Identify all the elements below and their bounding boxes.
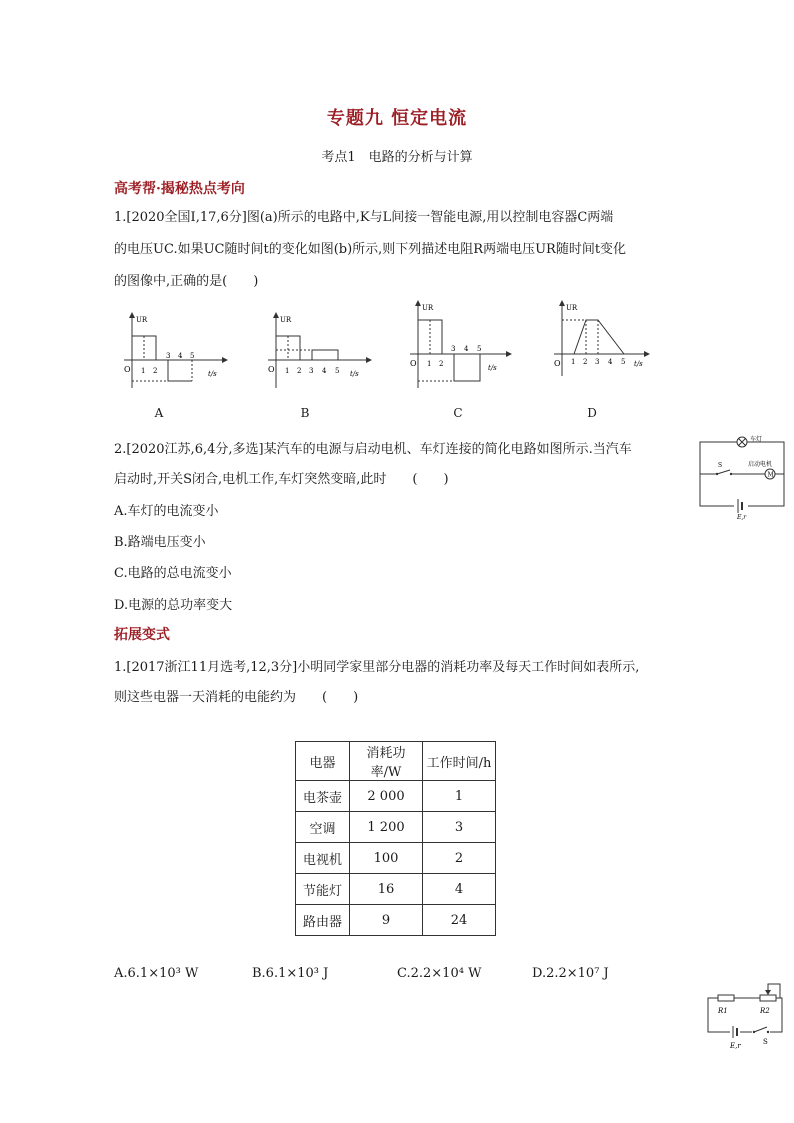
source-label: E,r (737, 514, 747, 520)
table-cell: 1 200 (350, 812, 423, 843)
q2-line-1: 2.[2020江苏,6,4分,多选]某汽车的电源与启动电机、车灯连接的简化电路如图所示.当汽车 (114, 442, 632, 457)
q2-option-b[interactable]: B.路端电压变小 (114, 535, 206, 550)
graph-a[interactable] (118, 310, 228, 390)
axis-y-label: UR (136, 316, 148, 324)
tick-label: 2 (153, 367, 158, 375)
table-cell: 4 (423, 874, 496, 905)
table-cell: 2 (423, 843, 496, 874)
tick-label: 5 (621, 358, 626, 366)
r2-label: R2 (760, 1007, 770, 1015)
q3-option-b[interactable]: B.6.1×10³ J (252, 966, 329, 981)
car-circuit-diagram (694, 432, 790, 520)
switch-label: S (718, 462, 723, 469)
page-title: 专题九 恒定电流 (326, 108, 468, 129)
tick-label: 5 (190, 352, 195, 360)
axis-x-label: t/s (488, 364, 497, 372)
table-cell: 路由器 (296, 905, 350, 936)
origin-label: O (554, 359, 561, 368)
appliance-table (295, 741, 496, 936)
origin-label: O (124, 365, 131, 374)
axis-y-label: UR (280, 316, 292, 324)
table-header: 工作时间/h (423, 742, 496, 781)
q3-line-2: 则这些电器一天消耗的电能约为 ( ) (114, 690, 359, 705)
table-row (296, 874, 496, 905)
tick-label: 4 (322, 367, 327, 375)
q2-line-2: 启动时,开关S闭合,电机工作,车灯突然变暗,此时 ( ) (114, 472, 449, 487)
q2-option-c[interactable]: C.电路的总电流变小 (114, 566, 232, 581)
axis-x-label: t/s (208, 370, 217, 378)
origin-label: O (268, 365, 275, 374)
rheostat-circuit-diagram (700, 976, 790, 1052)
table-header-row (296, 742, 496, 781)
tick-label: 4 (608, 358, 613, 366)
source-label: E,r (730, 1042, 741, 1050)
q1-line-3: 的图像中,正确的是( ) (114, 274, 259, 289)
table-row (296, 905, 496, 936)
tick-label: 3 (166, 352, 171, 360)
tick-label: 3 (451, 345, 456, 353)
tick-label: 1 (141, 367, 146, 375)
graph-d-label: D (587, 406, 597, 420)
graph-b-label: B (300, 406, 310, 420)
table-cell: 9 (350, 905, 423, 936)
tick-label: 2 (583, 358, 588, 366)
q2-option-a[interactable]: A.车灯的电流变小 (114, 504, 219, 519)
table-cell: 16 (350, 874, 423, 905)
q3-option-c[interactable]: C.2.2×10⁴ W (397, 966, 482, 981)
axis-y-label: UR (422, 304, 434, 312)
tick-label: 1 (571, 358, 576, 366)
q3-line-1: 1.[2017浙江11月选考,12,3分]小明同学家里部分电器的消耗功率及每天工作时间如表所示, (114, 660, 640, 675)
axis-y-label: UR (566, 304, 578, 312)
tick-label: 2 (297, 367, 302, 375)
section-heading-hot: 高考帮·揭秘热点考向 (114, 181, 245, 197)
table-cell: 电茶壶 (296, 781, 350, 812)
graph-c-label: C (453, 406, 463, 420)
r1-label: R1 (718, 1007, 728, 1015)
table-cell: 电视机 (296, 843, 350, 874)
q1-line-2: 的电压UC.如果UC随时间t的变化如图(b)所示,则下列描述电阻R两端电压UR随时间t变化 (114, 242, 627, 257)
tick-label: 1 (427, 360, 432, 368)
q3-option-d[interactable]: D.2.2×10⁷ J (532, 966, 609, 981)
graph-d[interactable] (548, 298, 658, 378)
table-cell: 100 (350, 843, 423, 874)
table-cell: 3 (423, 812, 496, 843)
topic-subtitle: 考点1 电路的分析与计算 (321, 150, 473, 165)
tick-label: 1 (285, 367, 290, 375)
tick-label: 5 (477, 345, 482, 353)
table-cell: 空调 (296, 812, 350, 843)
switch-label: S (763, 1038, 768, 1046)
table-cell: 1 (423, 781, 496, 812)
origin-label: O (410, 359, 417, 368)
tick-label: 2 (439, 360, 444, 368)
table-row (296, 781, 496, 812)
tick-label: 3 (595, 358, 600, 366)
lamp-label: 车灯 (750, 436, 763, 443)
section-heading-extension: 拓展变式 (114, 627, 170, 643)
table-cell: 节能灯 (296, 874, 350, 905)
table-row (296, 843, 496, 874)
table-header: 电器 (296, 742, 350, 781)
motor-label: 启动电机 (748, 461, 773, 468)
tick-label: 3 (309, 367, 314, 375)
graph-c[interactable] (404, 298, 514, 390)
graph-a-label: A (154, 406, 164, 420)
q3-option-a[interactable]: A.6.1×10³ W (114, 966, 199, 981)
tick-label: 5 (335, 367, 340, 375)
q1-line-1: 1.[2020全国Ⅰ,17,6分]图(a)所示的电路中,K与L间接一智能电源,用以控制电容器C两端 (114, 210, 614, 225)
svg-text:M: M (767, 471, 774, 479)
graph-b[interactable] (262, 310, 372, 390)
tick-label: 4 (464, 345, 469, 353)
q2-option-d[interactable]: D.电源的总功率变大 (114, 598, 233, 613)
table-header: 消耗功率/W (350, 742, 423, 781)
table-cell: 2 000 (350, 781, 423, 812)
table-row (296, 812, 496, 843)
axis-x-label: t/s (350, 370, 359, 378)
axis-x-label: t/s (634, 360, 643, 368)
tick-label: 4 (178, 352, 183, 360)
table-cell: 24 (423, 905, 496, 936)
